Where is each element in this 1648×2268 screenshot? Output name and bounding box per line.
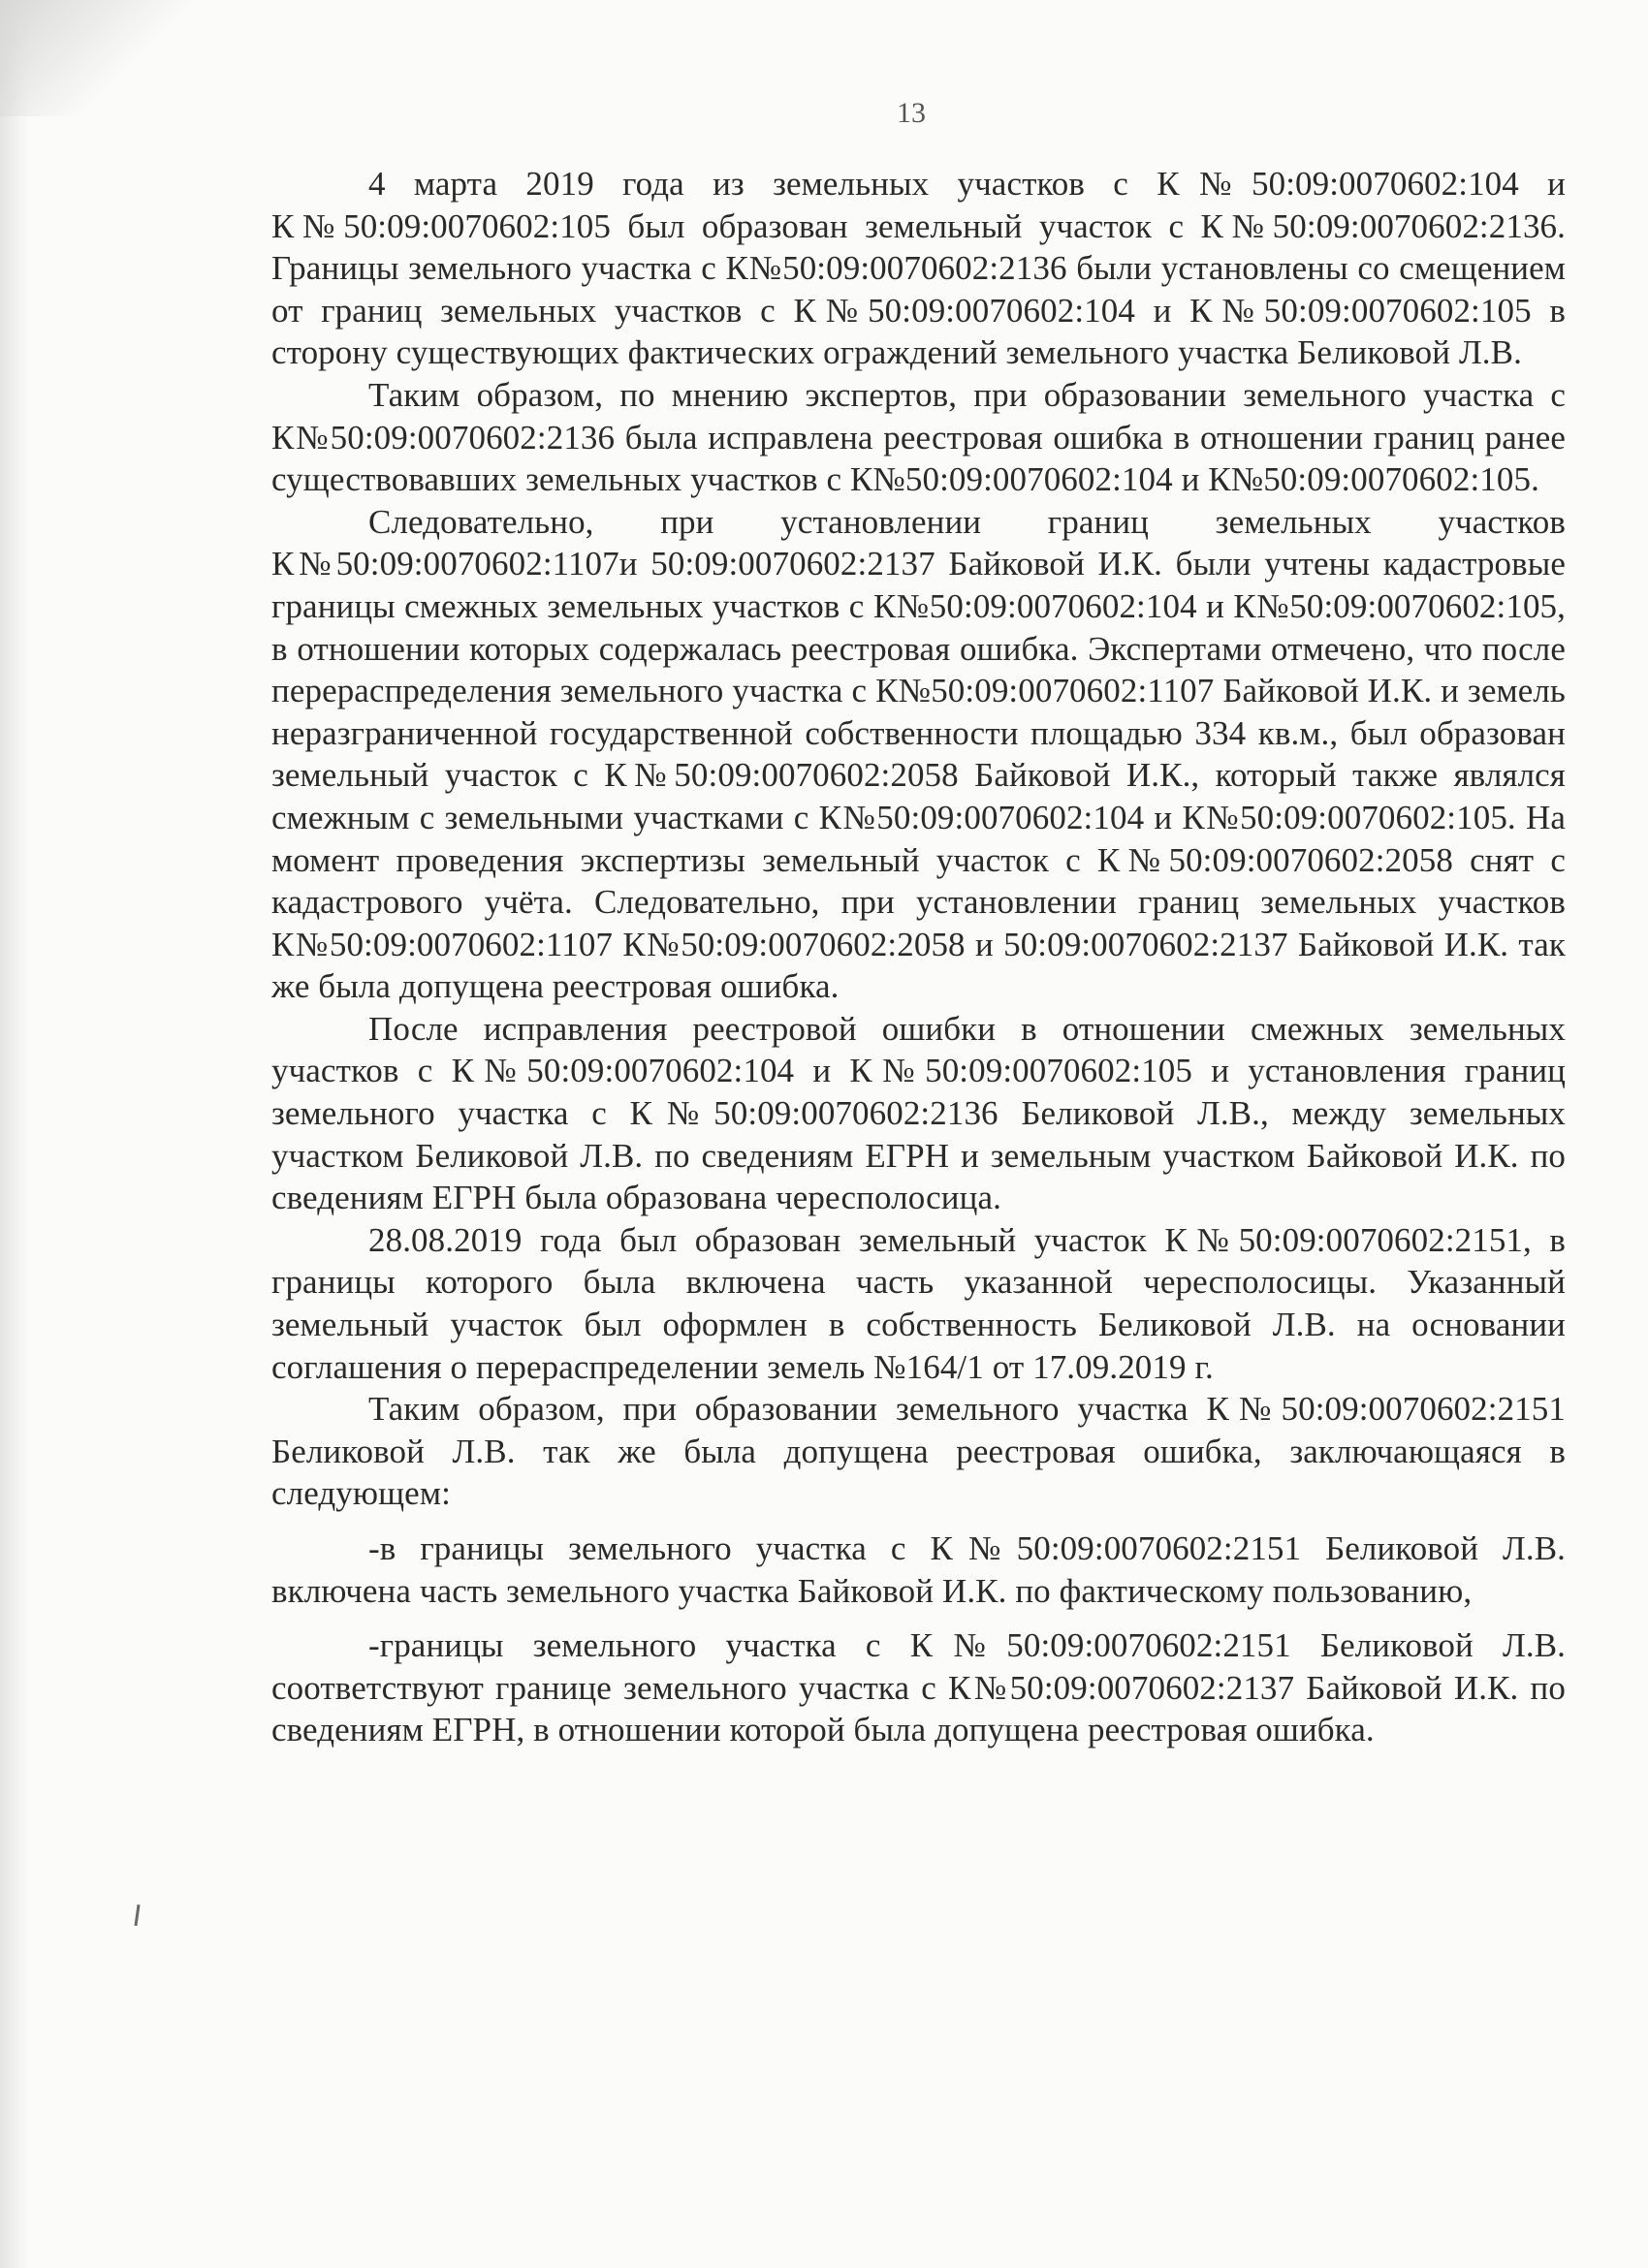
paragraph: После исправления реестровой ошибки в отношении смежных земельных участков с К№50:09:0070602:104 и К№50:09:0070602:105 и установления границ земельного участка с К№50:09:0070602:2136 Беликовой Л.В., между земельных участком Беликовой Л.В. по сведениям ЕГРН и земельным участком Байковой И.К. по сведениям ЕГРН была образована чересполосица. <box>271 1009 1566 1217</box>
paragraph: Следовательно, при установлении границ земельных участков К№50:09:0070602:1107и 50:09:0070602:2137 Байковой И.К. были учтены кадастровые границы смежных земельных участков с К№50:09:0070602:104 и К№50:09:0070602:105, в отношении которых содержалась реестровая ошибка. Экспертами отмечено, что после перераспределения земельного участка с К№50:09:0070602:1107 Байковой И.К. и земель неразграниченной государственной собственности площадью 334 кв.м., был образован земельный участок с К№50:09:0070602:2058 Байковой И.К., который также являлся смежным с земельными участками с К№50:09:0070602:104 и К№50:09:0070602:105. На момент проведения экспертизы земельный участок с К№50:09:0070602:2058 снят с кадастрового учёта. Следовательно, при установлении границ земельных участков К№50:09:0070602:1107 К№50:09:0070602:2058 и 50:09:0070602:2137 Байковой И.К. так же была допущена реестровая ошибка. <box>271 502 1566 1006</box>
list-item: -границы земельного участка с К№50:09:0070602:2151 Беликовой Л.В. соответствуют границе земельного участка с К№50:09:0070602:2137 Байковой И.К. по сведениям ЕГРН, в отношении которой была допущена реестровая ошибка. <box>271 1626 1566 1749</box>
scan-artifact-mark <box>134 1905 140 1926</box>
paragraph: 28.08.2019 года был образован земельный участок К№50:09:0070602:2151, в границы которого была включена часть указанной чересполосицы. Указанный земельный участок был оформлен в собственность Беликовой Л.В. на основании соглашения о перераспределении земель №164/1 от 17.09.2019 г. <box>271 1220 1566 1386</box>
paragraph: Таким образом, по мнению экспертов, при образовании земельного участка с К№50:09:0070602:2136 была исправлена реестровая ошибка в отношении границ ранее существовавших земельных участков с К№50:09:0070602:104 и К№50:09:0070602:105. <box>271 375 1566 499</box>
document-body <box>271 163 1566 1751</box>
scan-corner-shadow <box>0 0 330 116</box>
paragraph: 4 марта 2019 года из земельных участков с К№50:09:0070602:104 и К№50:09:0070602:105 был образован земельный участок с К№50:09:0070602:2136. Границы земельного участка с К№50:09:0070602:2136 были установлены со смещением от границ земельных участков с К№50:09:0070602:104 и К№50:09:0070602:105 в сторону существующих фактических ограждений земельного участка Беликовой Л.В. <box>271 165 1566 372</box>
page-number: 13 <box>897 97 926 129</box>
list-item: -в границы земельного участка с К№50:09:0070602:2151 Беликовой Л.В. включена часть земельного участка Байковой И.К. по фактическому пользованию, <box>271 1529 1566 1610</box>
paragraph: Таким образом, при образовании земельного участка К№50:09:0070602:2151 Беликовой Л.В. так же была допущена реестровая ошибка, заключающаяся в следующем: <box>271 1390 1566 1513</box>
scan-edge-shadow <box>0 0 29 2268</box>
